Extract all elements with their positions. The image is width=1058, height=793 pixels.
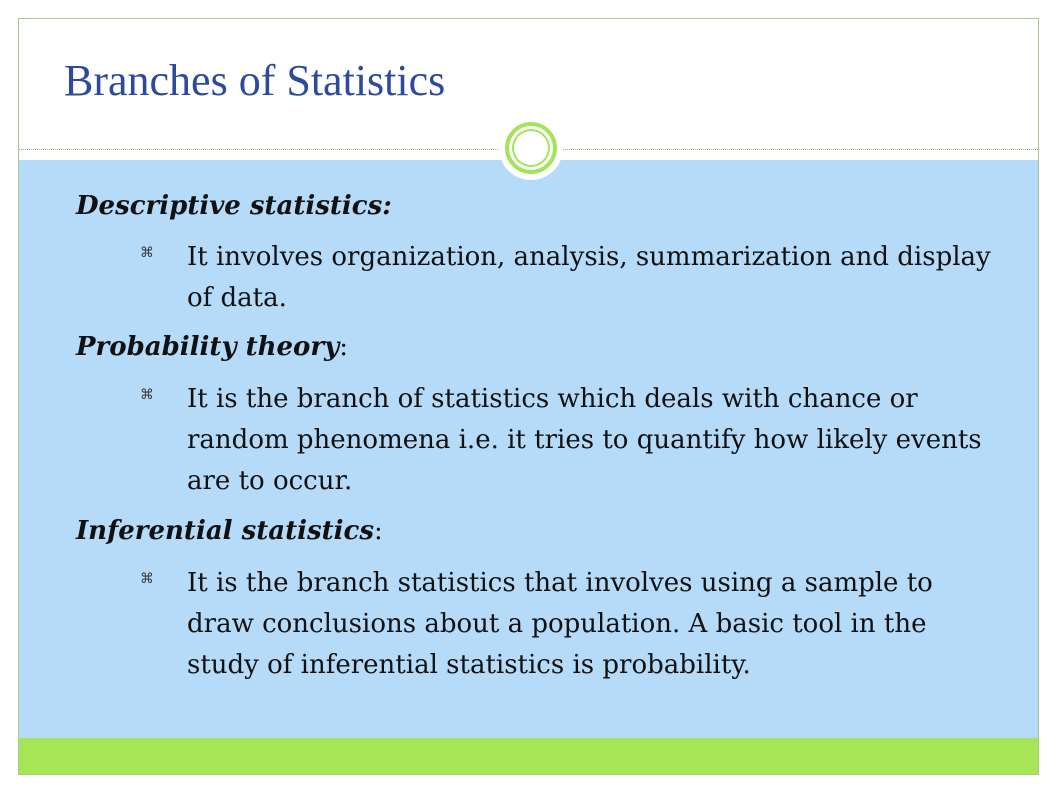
- ornament-ring-icon: [505, 122, 557, 174]
- bullet-text: It is the branch of statistics which deals with chance or random phenomena i.e. it tries to quantify how likely events are to occur.: [187, 384, 982, 496]
- x-bullet-icon: ⌘: [140, 387, 154, 403]
- bullet-text: It is the branch statistics that involves using a sample to draw conclusions about a population. A basic tool in the study of inferential statistics is probability.: [187, 568, 933, 680]
- section-heading-text: Probability theory: [76, 332, 340, 362]
- slide-title: Branches of Statistics: [64, 56, 446, 105]
- section-heading-colon: :: [339, 332, 348, 362]
- x-bullet-icon: ⌘: [140, 245, 154, 261]
- section-heading-text: Inferential statistics: [76, 516, 374, 546]
- section-heading-probability: [76, 332, 348, 362]
- bullet-text: It involves organization, analysis, summarization and display of data.: [187, 242, 991, 313]
- section-heading-colon: :: [373, 516, 383, 546]
- x-bullet-icon: ⌘: [140, 571, 154, 587]
- section-heading-text: Descriptive statistics:: [76, 191, 392, 221]
- footer-band: [19, 738, 1038, 774]
- section-heading-descriptive: [76, 191, 392, 221]
- section-heading-inferential: [76, 516, 383, 546]
